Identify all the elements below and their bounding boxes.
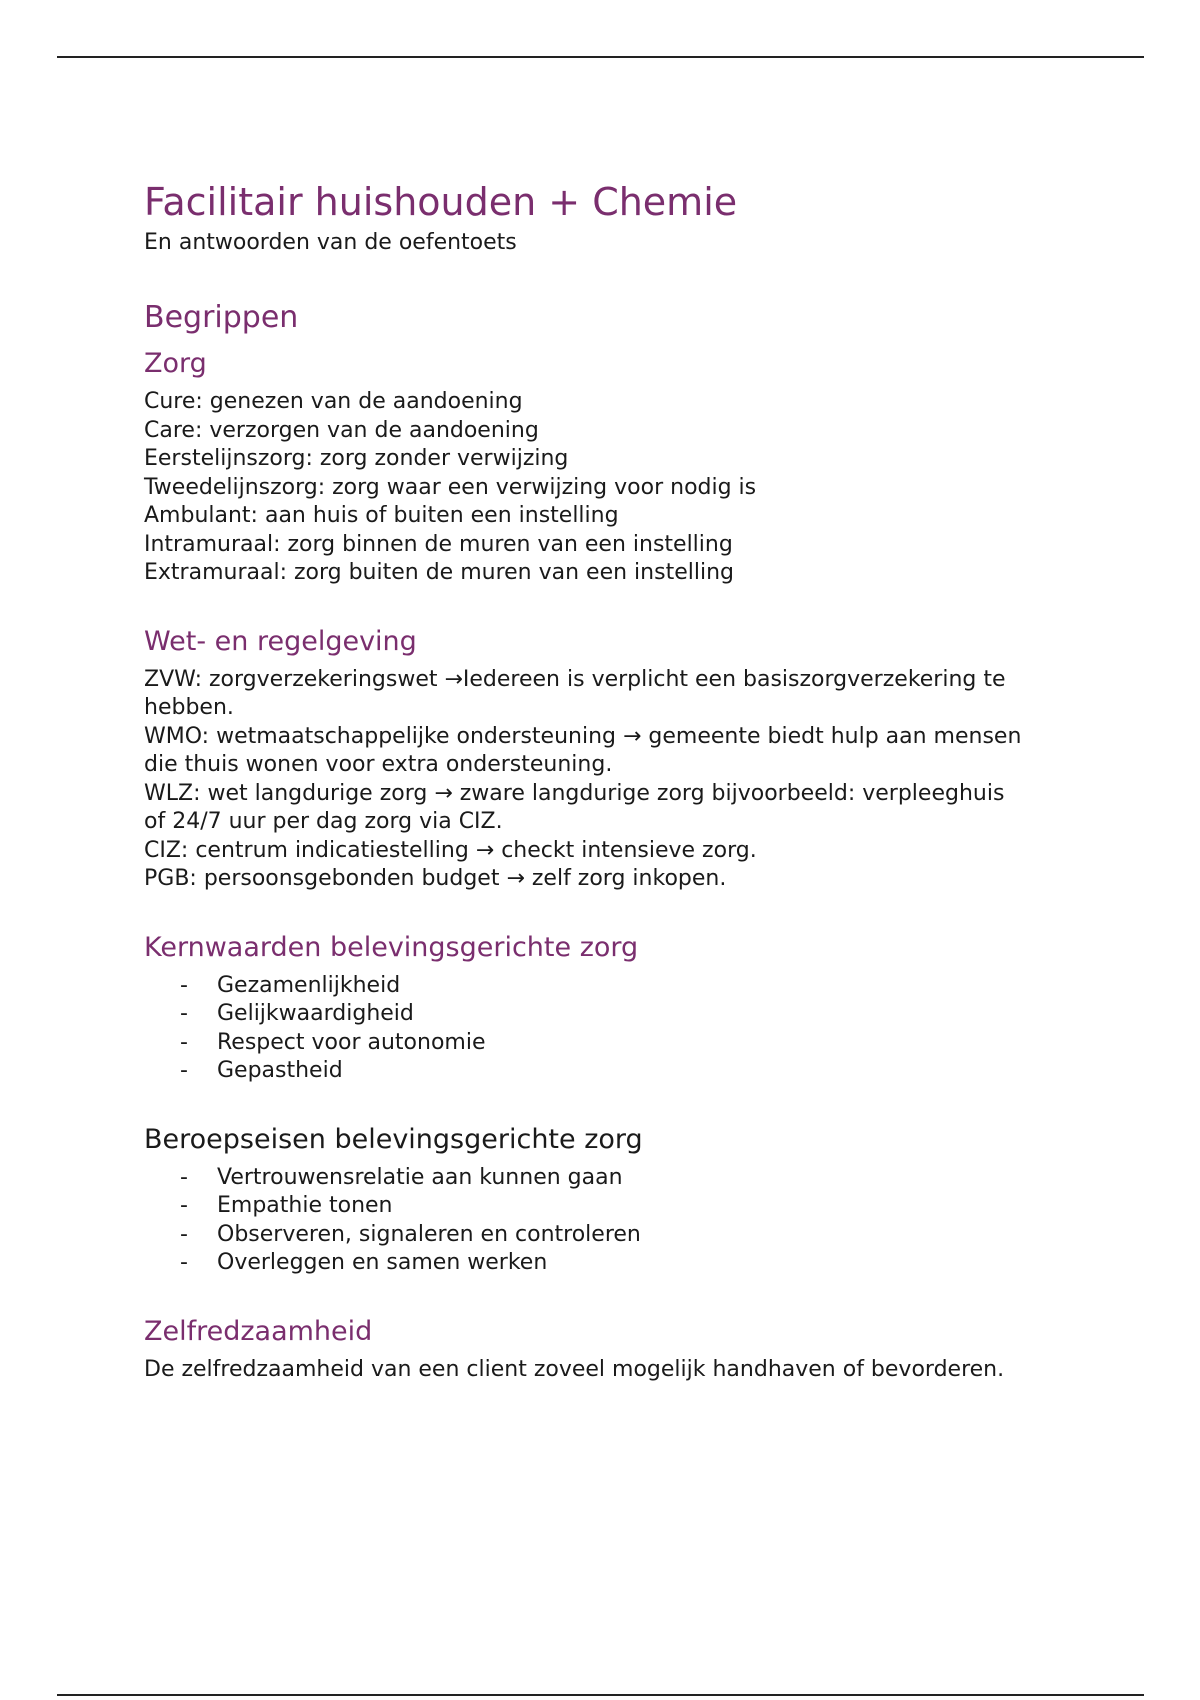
definition-line: Care: verzorgen van de aandoening bbox=[144, 417, 539, 443]
definition-line: ZVW: zorgverzekeringswet →Iedereen is verplicht een basiszorgverzekering te hebben. bbox=[144, 666, 1006, 720]
heading-zorg: Zorg bbox=[144, 348, 207, 379]
list-item bbox=[144, 1249, 1044, 1278]
definition-line: Cure: genezen van de aandoening bbox=[144, 389, 523, 414]
list-item bbox=[144, 1221, 1044, 1250]
definition-line: Eerstelijnszorg: zorg zonder verwijzing bbox=[144, 446, 569, 471]
definition-line: CIZ: centrum indicatiestelling → checkt intensieve zorg. bbox=[144, 837, 757, 863]
definition-line: Extramuraal: zorg buiten de muren van een instelling bbox=[144, 560, 734, 585]
document-body bbox=[144, 176, 1044, 1384]
dash-bullet: - bbox=[180, 1058, 188, 1083]
zorg-definitions bbox=[144, 388, 1044, 588]
definition-line: WMO: wetmaatschappelijke ondersteuning → gemeente biedt hulp aan mensen die thuis wonen voor extra ondersteuning. bbox=[144, 723, 1022, 777]
list-item-text: Observeren, signaleren en controleren bbox=[217, 1221, 641, 1247]
dash-bullet: - bbox=[180, 972, 188, 998]
list-item bbox=[144, 1029, 1044, 1058]
heading-zelfredzaamheid: Zelfredzaamheid bbox=[144, 1315, 373, 1347]
wet-definitions bbox=[144, 666, 1044, 894]
dash-bullet: - bbox=[180, 1164, 188, 1190]
list-item bbox=[144, 1192, 1044, 1221]
definition-line: WLZ: wet langdurige zorg → zware langdurige zorg bijvoorbeeld: verpleeghuis of 24/7 uur per dag zorg via CIZ. bbox=[144, 780, 1005, 834]
list-item-text: Respect voor autonomie bbox=[217, 1029, 486, 1055]
list-item bbox=[144, 1000, 1044, 1029]
list-item-text: Overleggen en samen werken bbox=[217, 1250, 548, 1275]
heading-begrippen: Begrippen bbox=[144, 300, 299, 335]
top-rule bbox=[57, 56, 1144, 58]
list-item bbox=[144, 972, 1044, 1001]
list-item bbox=[144, 1057, 1044, 1086]
dash-bullet: - bbox=[180, 1250, 188, 1275]
document-title: Facilitair huishouden + Chemie bbox=[144, 180, 738, 224]
bottom-rule bbox=[57, 1694, 1144, 1696]
dash-bullet: - bbox=[180, 1029, 188, 1055]
kernwaarden-list bbox=[144, 972, 1044, 1086]
list-item bbox=[144, 1164, 1044, 1193]
definition-line: PGB: persoonsgebonden budget → zelf zorg inkopen. bbox=[144, 866, 727, 891]
beroepseisen-list bbox=[144, 1164, 1044, 1278]
dash-bullet: - bbox=[180, 1001, 188, 1026]
list-item-text: Empathie tonen bbox=[217, 1193, 393, 1218]
zelfredzaamheid-text: De zelfredzaamheid van een client zoveel mogelijk handhaven of bevorderen. bbox=[144, 1356, 1005, 1382]
definition-line: Intramuraal: zorg binnen de muren van een instelling bbox=[144, 531, 733, 557]
definition-line: Ambulant: aan huis of buiten een instelling bbox=[144, 503, 619, 528]
list-item-text: Gelijkwaardigheid bbox=[217, 1001, 414, 1026]
heading-kernwaarden: Kernwaarden belevingsgerichte zorg bbox=[144, 931, 639, 963]
dash-bullet: - bbox=[180, 1193, 188, 1218]
list-item-text: Vertrouwensrelatie aan kunnen gaan bbox=[217, 1164, 623, 1190]
list-item-text: Gepastheid bbox=[217, 1058, 343, 1083]
dash-bullet: - bbox=[180, 1221, 188, 1247]
definition-line: Tweedelijnszorg: zorg waar een verwijzing voor nodig is bbox=[144, 474, 757, 500]
list-item-text: Gezamenlijkheid bbox=[217, 972, 401, 998]
heading-beroepseisen: Beroepseisen belevingsgerichte zorg bbox=[144, 1123, 643, 1155]
heading-wet-regelgeving: Wet- en regelgeving bbox=[144, 625, 417, 657]
document-subtitle: En antwoorden van de oefentoets bbox=[144, 230, 517, 255]
